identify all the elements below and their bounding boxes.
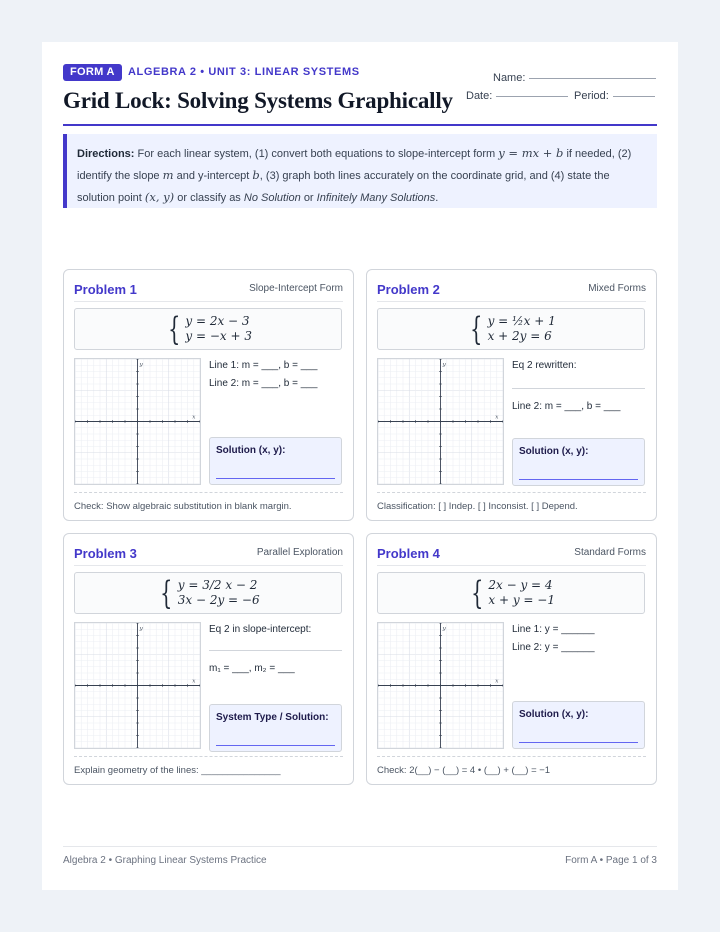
- period-field[interactable]: [574, 90, 655, 102]
- x-axis-label: x: [495, 678, 499, 685]
- work-area: [512, 358, 645, 417]
- problem-footer: Classification: [ ] Indep. [ ] Inconsist. [ ] Depend.: [377, 492, 646, 520]
- y-axis-label: y: [442, 625, 446, 632]
- line-2-slope-intercept[interactable]: Line 2: m = ___, b = ___: [512, 401, 621, 412]
- problem-tag: Slope-Intercept Form: [249, 283, 343, 294]
- intercept-symbol: b: [252, 168, 260, 182]
- answer-line[interactable]: [209, 650, 342, 651]
- directions-text: For each linear system, (1) convert both equations to slope-intercept form: [137, 148, 496, 160]
- problem-header: [377, 270, 646, 302]
- work-area: [209, 358, 342, 394]
- solution-point-symbol: (x, y): [144, 190, 175, 204]
- date-field[interactable]: [466, 90, 568, 102]
- y-axis-label: y: [442, 361, 446, 368]
- directions-text: and y-intercept: [176, 170, 250, 182]
- problem-tag: Parallel Exploration: [256, 547, 343, 558]
- work-area: [512, 622, 645, 658]
- no-solution-term: No Solution: [243, 192, 301, 204]
- brace-icon: {: [471, 574, 484, 612]
- line-2-equation[interactable]: Line 2: y = ______: [512, 642, 595, 653]
- brace-icon: {: [470, 310, 483, 348]
- worksheet-page: [42, 42, 678, 890]
- equation-2: y = −x + 3: [185, 329, 252, 343]
- name-field[interactable]: [493, 72, 656, 84]
- directions-text: or: [303, 192, 314, 204]
- system-type-label: System Type / Solution:: [216, 712, 329, 723]
- solution-label: Solution (x, y):: [519, 709, 589, 720]
- brace-icon: {: [160, 574, 173, 612]
- problem-card-3: [63, 533, 354, 785]
- problem-card-4: [366, 533, 657, 785]
- coordinate-grid[interactable]: [377, 358, 504, 485]
- solution-label: Solution (x, y):: [216, 445, 286, 456]
- solution-box[interactable]: [209, 437, 342, 485]
- period-label: Period:: [574, 90, 609, 102]
- directions-label: Directions:: [77, 148, 135, 160]
- unit-label: ALGEBRA 2 • UNIT 3: LINEAR SYSTEMS: [128, 66, 360, 78]
- answer-line[interactable]: [512, 388, 645, 389]
- directions-text: , (3) graph both lines accurately on the coordinate grid, and (4) state the solution point: [77, 170, 610, 204]
- x-axis-label: x: [192, 414, 196, 421]
- problem-number: Problem 4: [377, 546, 440, 561]
- page-title: Grid Lock: Solving Systems Graphically: [63, 88, 453, 113]
- x-axis-label: x: [192, 678, 196, 685]
- eq2-slope-intercept-label: Eq 2 in slope-intercept:: [209, 624, 312, 635]
- equation-system: [74, 572, 342, 614]
- line-1-equation[interactable]: Line 1: y = ______: [512, 624, 595, 635]
- directions-text: if needed, (2) identify the slope: [77, 148, 632, 182]
- problem-footer: Check: 2(__) − (__) = 4 • (__) + (__) = −1: [377, 756, 646, 784]
- solution-box[interactable]: [512, 438, 645, 486]
- y-axis-label: y: [139, 625, 143, 632]
- footer-course: Algebra 2 • Graphing Linear Systems Practice: [63, 855, 267, 866]
- date-label: Date:: [466, 90, 493, 102]
- slopes-comparison[interactable]: m₁ = ___, m₂ = ___: [209, 663, 295, 674]
- problem-footer: Check: Show algebraic substitution in blank margin.: [74, 492, 343, 520]
- system-type-box[interactable]: [209, 704, 342, 752]
- problem-card-2: [366, 269, 657, 521]
- slope-intercept-formula: y = mx + b: [498, 146, 564, 160]
- equation-1: y = 2x − 3: [185, 314, 250, 328]
- equation-system: [74, 308, 342, 350]
- problem-number: Problem 2: [377, 282, 440, 297]
- coordinate-grid[interactable]: [74, 622, 201, 749]
- solution-label: Solution (x, y):: [519, 446, 589, 457]
- x-axis-label: x: [495, 414, 499, 421]
- problem-tag: Mixed Forms: [588, 283, 646, 294]
- equation-1: 2x − y = 4: [488, 578, 553, 592]
- work-area: [209, 622, 342, 679]
- problem-footer: Explain geometry of the lines: _______________: [74, 756, 343, 784]
- footer-page: Form A • Page 1 of 3: [565, 855, 657, 866]
- equation-system: [377, 572, 645, 614]
- problem-header: [74, 270, 343, 302]
- problem-tag: Standard Forms: [574, 547, 646, 558]
- page-footer: [63, 846, 657, 874]
- directions-text: .: [435, 192, 439, 204]
- problem-number: Problem 3: [74, 546, 137, 561]
- slope-symbol: m: [162, 168, 174, 182]
- equation-2: x + y = −1: [488, 593, 555, 607]
- equation-2: x + 2y = 6: [487, 329, 552, 343]
- equation-system: [377, 308, 645, 350]
- brace-icon: {: [168, 310, 181, 348]
- name-label: Name:: [493, 72, 526, 84]
- equation-1: y = ½x + 1: [487, 314, 556, 328]
- coordinate-grid[interactable]: [74, 358, 201, 485]
- infinite-solutions-term: Infinitely Many Solutions: [316, 192, 436, 204]
- y-axis-label: y: [139, 361, 143, 368]
- worksheet-header: [63, 64, 657, 126]
- problem-number: Problem 1: [74, 282, 137, 297]
- form-badge: FORM A: [63, 64, 122, 81]
- directions-box: [63, 134, 657, 208]
- solution-box[interactable]: [512, 701, 645, 749]
- equation-2: 3x − 2y = −6: [177, 593, 260, 607]
- eq2-rewritten-label: Eq 2 rewritten:: [512, 360, 577, 371]
- directions-text: or classify as: [177, 192, 241, 204]
- coordinate-grid[interactable]: [377, 622, 504, 749]
- line-2-slope-intercept[interactable]: Line 2: m = ___, b = ___: [209, 378, 318, 389]
- problem-card-1: [63, 269, 354, 521]
- equation-1: y = 3/2 x − 2: [177, 578, 258, 592]
- line-1-slope-intercept[interactable]: Line 1: m = ___, b = ___: [209, 360, 318, 371]
- problem-header: [377, 534, 646, 566]
- problem-header: [74, 534, 343, 566]
